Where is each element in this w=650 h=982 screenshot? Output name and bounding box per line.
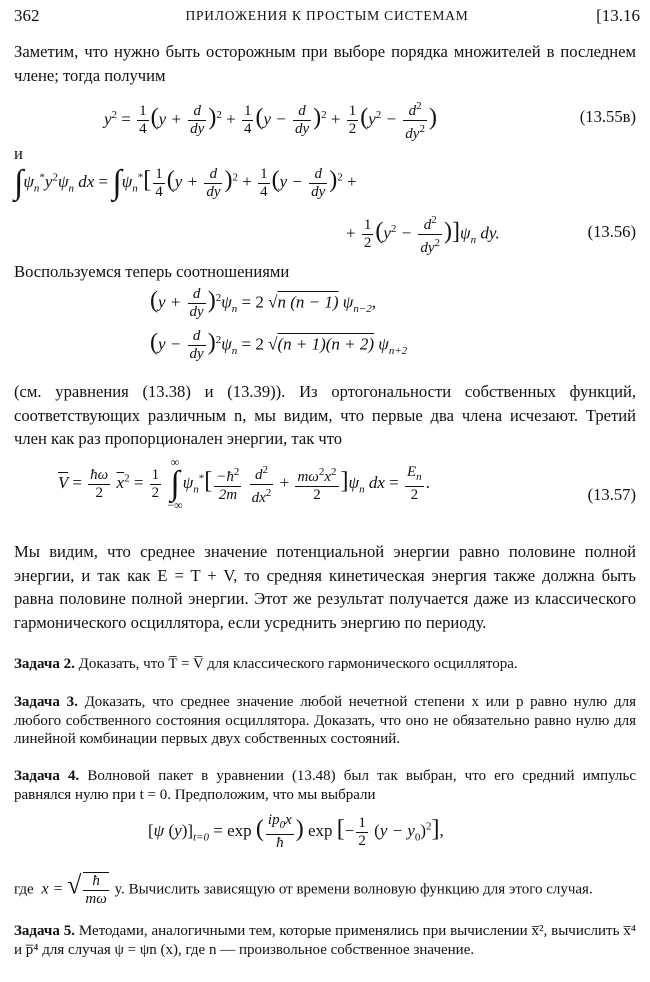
problem-text: Волновой пакет в уравнении (13.48) был так выбран, что его средний импульс равнялся нулю при t = 0. Предположим, что мы выбрали — [14, 768, 637, 803]
problem-text: Доказать, что T̅ = V̅ для классического гармонического осциллятора. — [78, 656, 518, 672]
paragraph-orthogonality: (см. уравнения (13.38) и (13.39)). Из ортогональности собственных функций, соответствующих различным n, мы видим, что первые два члена исчезают. Третий член как раз пропорционален энергии, так что — [14, 382, 636, 448]
paragraph-intro: Заметим, что нужно быть осторожным при выборе порядка множителей в последнем члене; тогда получим — [14, 42, 636, 85]
problem-3 — [14, 693, 636, 749]
problem-label: Задача 3. — [14, 694, 78, 710]
conjunction-and: и — [14, 144, 23, 163]
sqrt-hbar-over-m-omega: √ $\frac{ħ}{m\omega}$ — [67, 870, 107, 907]
problem-4 — [14, 767, 636, 804]
equation-13-55v: $y^2$ = $\frac{1}{4}$ (y + $\frac{d}{dy}$ )$^2$ + $\frac{1}{4}$ (y − $\frac{d}{dy}$ )$^2$ + $\frac{1}{2}$ ($y^2$ − $\frac{d^2}{dy^2}$ ) — [104, 100, 437, 142]
page-header — [14, 6, 640, 32]
paragraph-energy: Мы видим, что среднее значение потенциальной энергии равно половине полной энергии, и так как E = T + V, то средняя кинетическая энергия также должна быть равна половине полной энергии. Этот же результат получается даже из классического гармонического осциллятора, если усреднить энергию по периоду. — [14, 542, 636, 632]
problem-text: Методами, аналогичными тем, которые применялись при вычислении x̅², вычислить x̅⁴ и p̅⁴ для случая ψ = ψn (x), где n — произвольное собственное значение. — [14, 923, 637, 958]
problem-label: Задача 4. — [14, 768, 80, 784]
paragraph-relations: Воспользуемся теперь соотношениями — [14, 262, 290, 281]
equation-number: (13.57) — [587, 485, 636, 504]
equation-number: (13.56) — [587, 222, 636, 241]
where-word: где — [14, 881, 34, 898]
problem-label: Задача 2. — [14, 656, 75, 672]
problem-label: Задача 5. — [14, 923, 75, 939]
problem-4-continued: где x = √ $\frac{ħ}{m\omega}$ y. Вычислить зависящую от времени волновую функцию для этого случая. — [14, 870, 593, 907]
problem-text: y. Вычислить зависящую от времени волновую функцию для этого случая. — [114, 881, 593, 898]
equation-13-56-line1: $\int\psi_n^*y^2\psi_n$ dx = $\int\psi_n^*$[ $\frac{1}{4}$ (y + $\frac{d}{dy}$ )$^2$ + $\frac{1}{4}$ (y − $\frac{d}{dy}$ )$^2$ + — [14, 164, 357, 201]
problem-5 — [14, 922, 636, 959]
problem-2 — [14, 655, 636, 674]
running-title: ПРИЛОЖЕНИЯ К ПРОСТЫМ СИСТЕМАМ — [185, 8, 469, 23]
equation-initial-packet: [ψ $(y)]_{t=0} = \exp$ ( $\frac{ip_0x}{ħ}$ ) exp [− $\frac{1}{2}$ $(y - y_0)^2$], — [148, 812, 444, 851]
equation-13-56-line2: + $\frac{1}{2}$ ($y^2$ − $\frac{d^2}{dy^2}$ )]$\psi_n$ dy. — [346, 214, 500, 256]
page-number: 362 — [14, 6, 40, 25]
section-number: [13.16 — [596, 6, 640, 25]
equation-13-57: $\overline{V}$ = $\frac{ħ\omega}{2}$ $\overline{x}^2$ = $\frac{1}{2}$ ∞ ∫ −∞ $\psi_n^*$[ $\frac{-ħ^2}{2m}$ $\frac{d^2}{dx^2}$ + $\frac{m\omega^2x^2}{2}$ ]$\psi_n$ dx = $\frac{E_n}{2}$ . — [58, 455, 430, 512]
relation-lowering: (y − $\frac{d}{dy}$ )$^2\psi_n = 2$ √(n + 1)(n + 2) $\psi_{n+2}$ — [150, 328, 408, 362]
relation-raising: (y + $\frac{d}{dy}$ )$^2\psi_n = 2$ √n (n − 1) $\psi_{n-2}$, — [150, 286, 376, 320]
problem-text: Доказать, что среднее значение любой нечетной степени x или p равно нулю для любого собственного состояния осциллятора. Доказать, что оно не обязательно равно нулю для линейной комбинации первых двух собственных состояний. — [14, 694, 636, 747]
equation-number: (13.55в) — [579, 107, 636, 126]
